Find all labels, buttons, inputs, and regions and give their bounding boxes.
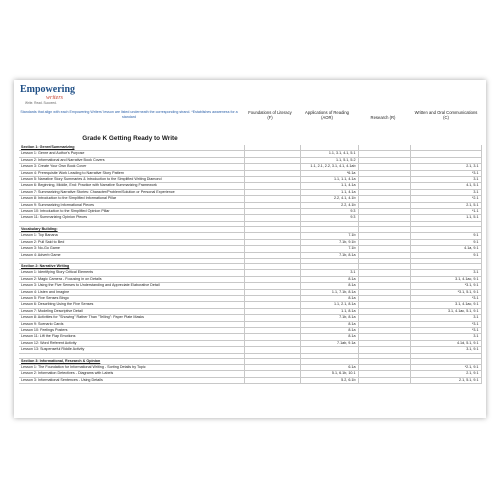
written-oral-cell: *3.1, 9.1 [410,283,481,289]
lesson-label: Lesson 6: Describing Using the Five Senses [19,302,244,308]
lesson-label: Section 2: Narrative Writing [19,263,244,269]
applications-cell: 1.1, 3.1, 4.1, 5.1 [300,151,358,157]
written-oral-cell: *3.1 [410,170,481,176]
applications-cell: 9.3 [300,209,358,215]
lesson-label: Lesson 1: Top Banana [19,233,244,239]
written-oral-cell: 2.1, 9.1 [410,371,481,377]
lesson-label: Section 1: Genre/Summarizing [19,145,244,151]
written-oral-cell: 3.1, 4.1ac, 9.1 [410,276,481,282]
applications-cell: 9.3 [300,215,358,221]
standards-table [19,145,482,384]
document-title: Grade K Getting Ready to Write [82,135,178,142]
applications-cell: 7.1b, 9.1b [300,239,358,245]
written-oral-cell: *3.1 [410,327,481,333]
applications-cell: 8.1a [300,295,358,301]
lesson-label: Lesson 2: Informational and Narrative Book Covers [19,157,244,163]
applications-cell: 1.1, 4.1a [300,189,358,195]
written-oral-cell: 9.1 [410,233,481,239]
written-oral-cell: *2.1 [410,196,481,202]
lesson-label: Lesson 4: Adverb Game [19,252,244,258]
applications-cell: 8.1a [300,327,358,333]
column-header-research: Research (R) [370,115,396,120]
applications-cell: 7.1ab, 9.1a [300,340,358,346]
lesson-label: Lesson 13: Suspenseful Riddle Activity [19,347,244,353]
logo-main-text: Empowering [20,84,75,95]
written-oral-cell: 3.1 [410,334,481,340]
written-oral-cell: 3.1, 4.1ac, 5.1, 9.1 [410,308,481,314]
applications-cell: 1.1, 1.1, 4.1a [300,177,358,183]
foundations-cell [244,377,300,383]
written-oral-cell: 1.1, 5.1 [410,215,481,221]
written-oral-cell: 2.1, 5.1, 9.1 [410,377,481,383]
lesson-label: Lesson 8: Activities for "Showing" Rather Than "Telling": Paper Plate Masks [19,315,244,321]
written-oral-cell: 4.1, 5.1 [410,183,481,189]
lesson-label: Lesson 2: Pull Said to Bed [19,239,244,245]
applications-cell: 1.1, 2.1, 8.1a [300,302,358,308]
applications-cell: 1.1, 4.1a [300,183,358,189]
lesson-label: Lesson 11: Lift the Flap Emotions [19,334,244,340]
written-oral-cell: 9.1 [410,239,481,245]
lesson-label: Lesson 3: Informational Sentences - Using Details [19,377,244,383]
written-oral-cell: 3.1 [410,177,481,183]
lesson-label: Section 3: Informational, Research & Opinion [19,358,244,364]
lesson-label: Vocabulary Building: [19,226,244,232]
lesson-label: Lesson 4: Listen and Imagine [19,289,244,295]
research-cell [358,377,410,383]
logo-tagline: Write. Read. Succeed. [25,101,57,105]
lesson-label: Lesson 9: Scenario Cards [19,321,244,327]
applications-cell: 8.1a [300,283,358,289]
lesson-label: Lesson 6: Beginning, Middle, End: Practice with Narrative Summarizing Framework [19,183,244,189]
written-oral-cell: 3.1, 9.1 [410,347,481,353]
lesson-label: Lesson 3: Create Your Own Book Cover [19,164,244,170]
lesson-row [19,377,481,383]
standards-table-body [19,145,481,384]
standards-note: Standards that align with each Empowering Writers' lesson are listed underneath the corresponding strand. *Establishes awareness for a standard [20,110,238,119]
lesson-label: Lesson 8: Introduction to the Simplified Informational Pillar [19,196,244,202]
written-oral-cell: 2.1, 5.1 [410,202,481,208]
written-oral-cell: *1.1 [410,209,481,215]
applications-cell: 2.2, 4.1, 4.1b [300,196,358,202]
applications-cell: 7.1b, 8.1a [300,252,358,258]
logo-sub-text: writers [46,95,64,101]
written-oral-cell: 3.1 [410,315,481,321]
standards-document [14,80,486,418]
applications-cell: 1.1, 2.1, 2.2, 3.1, 4.1, 4.1ab [300,164,358,170]
written-oral-cell: *3.1 [410,295,481,301]
lesson-label: Lesson 7: Modeling Descriptive Detail [19,308,244,314]
lesson-label: Lesson 7: Summarizing Narrative Stories: Character/Problem/Solution or Personal Experience [19,189,244,195]
applications-cell: 1.1, 8.1a [300,308,358,314]
column-header-written-oral: Written and Oral Communications (C) [414,110,478,120]
written-oral-cell: 2.1, 3.1 [410,164,481,170]
applications-cell: 5.1, 6.1b, 10.1 [300,371,358,377]
lesson-label: Lesson 1: Identifying Story Critical Elements [19,270,244,276]
written-oral-cell: *2.1, 9.1 [410,365,481,371]
applications-cell: 2.2, 4.1b [300,202,358,208]
column-header-applications: Applications of Reading (AOR) [305,110,349,120]
written-oral-cell: *3.1, 5.1, 9.1 [410,289,481,295]
written-oral-cell: 3.1 [410,270,481,276]
applications-cell: 6.1a [300,365,358,371]
lesson-label: Lesson 3: Using the Five Senses to Understanding and Appreciate Elaborative Detail [19,283,244,289]
lesson-label: Lesson 11: Summarizing Opinion Pieces [19,215,244,221]
applications-cell: 7.1b [300,246,358,252]
written-oral-cell: 4.1a, 9.1 [410,246,481,252]
applications-cell: 1.1, 5.1, 5.2 [300,157,358,163]
written-oral-cell: 3.1, 4.1ac, 9.1 [410,302,481,308]
written-oral-cell: *3.1 [410,321,481,327]
lesson-label: Lesson 10: Introduction to the Simplified Opinion Pillar [19,209,244,215]
lesson-label: Lesson 1: The Foundation for Informational Writing - Sorting Details by Topic [19,365,244,371]
applications-cell: 8.1a [300,334,358,340]
applications-cell: *6.1a [300,170,358,176]
applications-cell: 5.2, 6.1b [300,377,358,383]
lesson-label: Lesson 5: Five Senses Bingo [19,295,244,301]
lesson-label: Lesson 2: Information Detectives - Diagrams with Labels [19,371,244,377]
lesson-label: Lesson 12: Word Referent Activity [19,340,244,346]
lesson-label: Lesson 1: Genre and Author's Purpose [19,151,244,157]
lesson-label: Lesson 5: Narrative Story Summaries & Introduction to the Simplified Writing Diamond [19,177,244,183]
column-header-foundations: Foundations of Literacy (F) [248,110,292,120]
written-oral-cell: 3.1 [410,189,481,195]
applications-cell: 1.1, 7.1b, 8.1a [300,289,358,295]
empowering-writers-logo [20,85,75,105]
lesson-label: Lesson 4: Prerequisite Work Leading to Narrative Story Pattern [19,170,244,176]
written-oral-cell: 4.1d, 5.1, 9.1 [410,340,481,346]
lesson-label: Lesson 9: Summarizing Informational Pieces [19,202,244,208]
written-oral-cell: 9.1 [410,252,481,258]
applications-cell: 8.1a [300,321,358,327]
lesson-label: Lesson 3: No-Go Game [19,246,244,252]
lesson-label: Lesson 2: Magic Camera - Focusing in on Details [19,276,244,282]
lesson-label: Lesson 10: Feelings Posters [19,327,244,333]
applications-cell: 7.1b, 8.1a [300,315,358,321]
applications-cell: 7.1b [300,233,358,239]
applications-cell: 8.1a [300,276,358,282]
applications-cell: 3.1 [300,270,358,276]
